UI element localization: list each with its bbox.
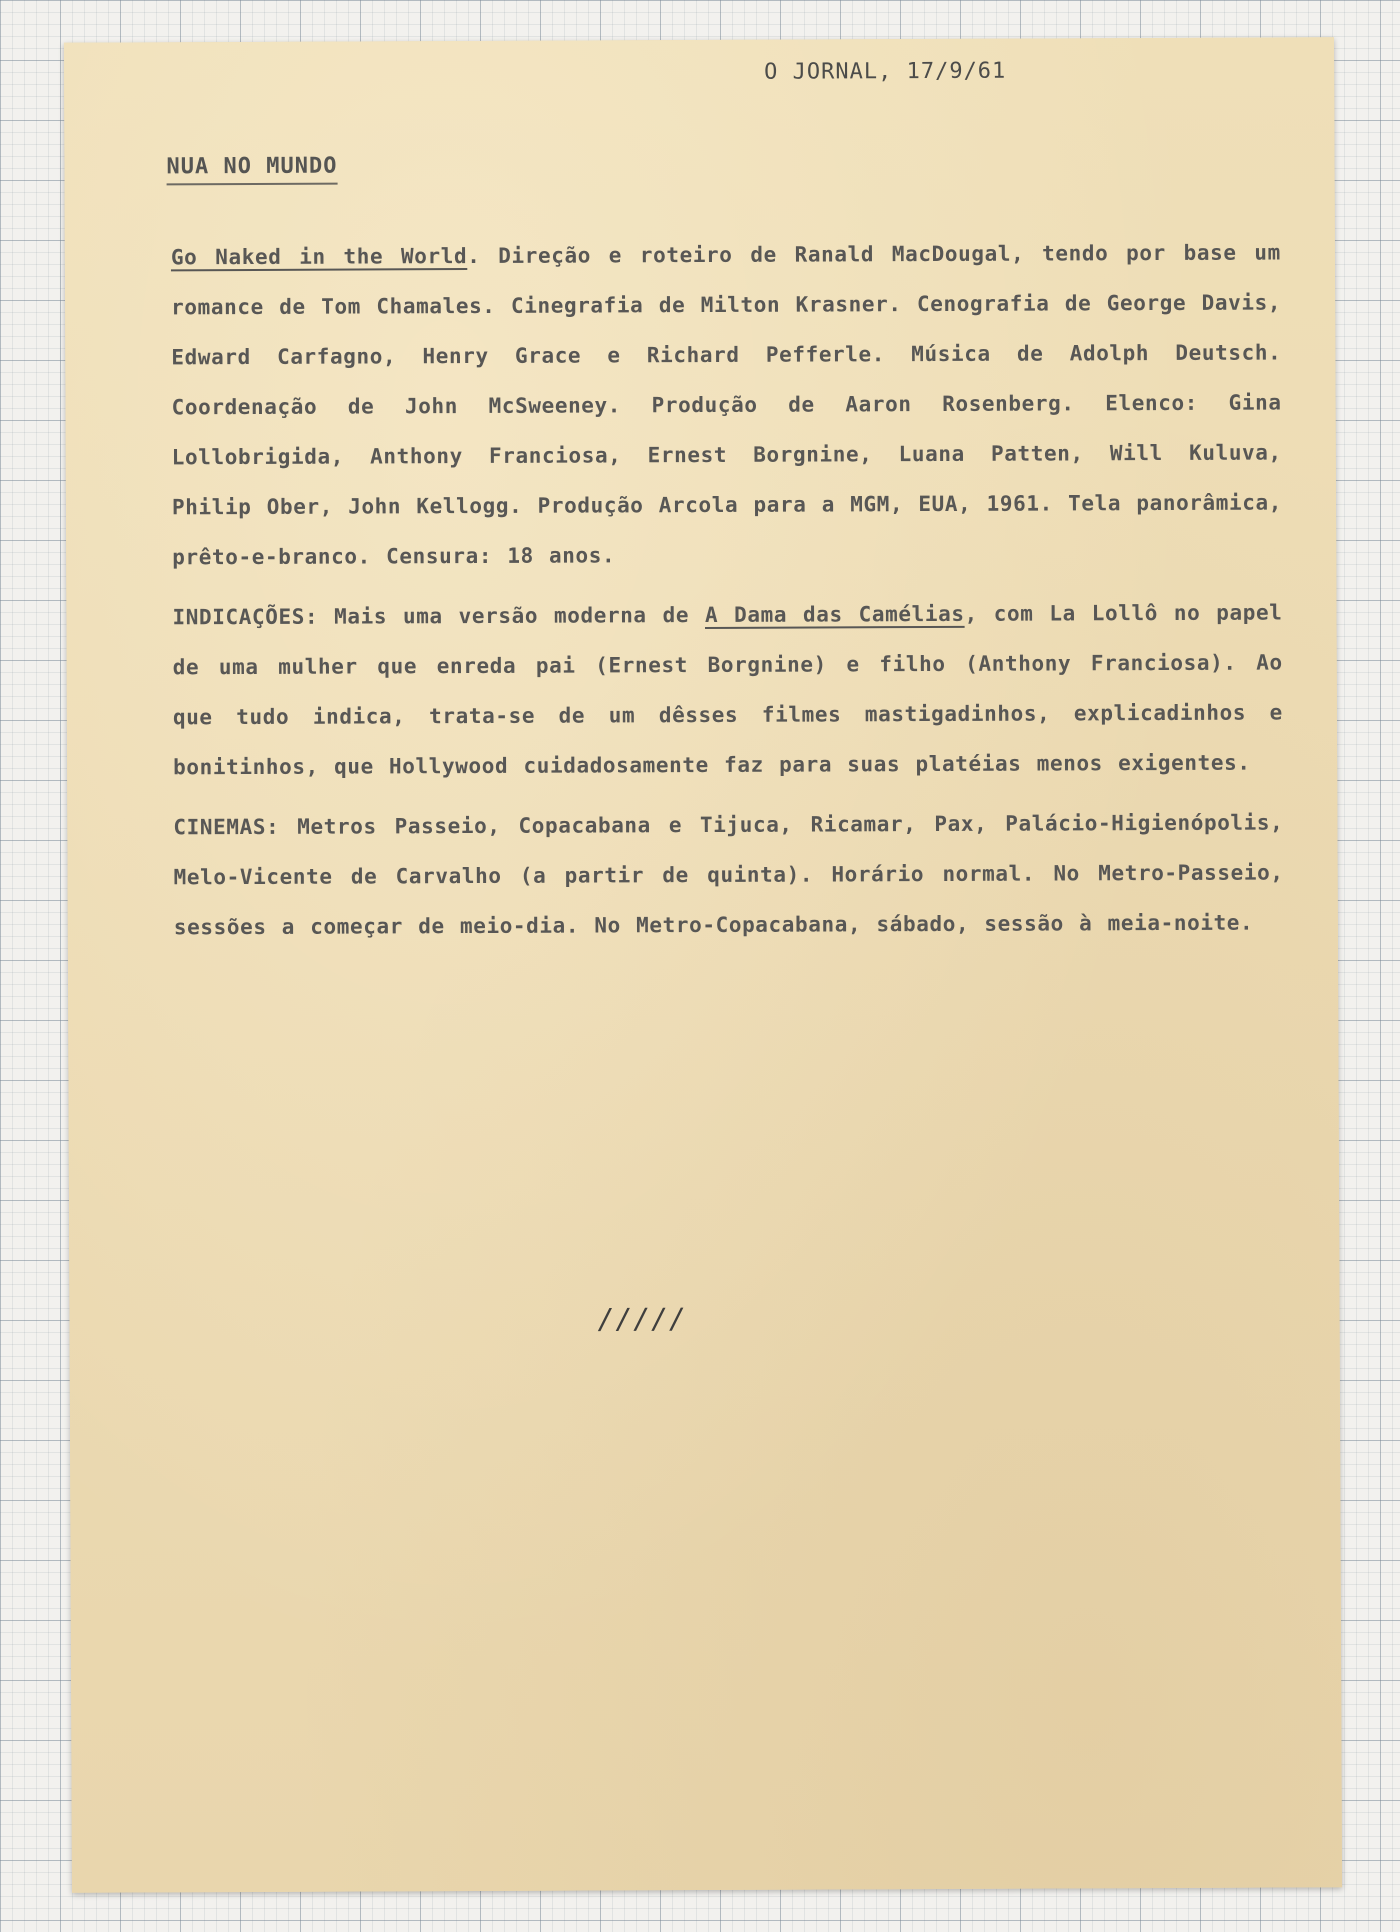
review-body bbox=[171, 227, 1284, 962]
review-title: NUA NO MUNDO bbox=[166, 154, 337, 186]
indications-paragraph bbox=[172, 587, 1283, 792]
cinemas-paragraph bbox=[173, 797, 1284, 952]
cinemas-label: CINEMAS: bbox=[173, 814, 280, 840]
indications-text-after: , com La Lollô no papel de uma mulher que enreda pai (Ernest Borgnine) e filho (Anthony Franciosa). Ao que tudo indica, trata-se de um dêsses filmes mastigadinhos, explicadinhos e bonitinhos, que Hollywood cuidadosamente faz para suas platéias menos exigentes. bbox=[172, 600, 1283, 780]
indications-label: INDICAÇÕES: bbox=[172, 604, 319, 630]
original-film-title: Go Naked in the World bbox=[170, 244, 468, 270]
end-mark: ///// bbox=[597, 1302, 687, 1336]
newspaper-source: O JORNAL, 17/9/61 bbox=[764, 58, 1007, 85]
indications-text-before: Mais uma versão moderna de bbox=[318, 602, 706, 629]
referenced-work-title: A Dama das Camélias bbox=[704, 601, 965, 627]
credits-paragraph bbox=[171, 227, 1283, 582]
cinemas-text: Metros Passeio, Copacabana e Tijuca, Ricamar, Pax, Palácio-Higienópolis, Melo-Vicente de Carvalho (a partir de quinta). Horário normal. No Metro-Passeio, sessões a começar de meio-dia. No Metro-Copacabana, sábado, sessão à meia-noite. bbox=[173, 810, 1284, 940]
typewritten-sheet bbox=[64, 37, 1342, 1893]
credits-text: . Direção e roteiro de Ranald MacDougal, tendo por base um romance de Tom Chamales. Cinegrafia de Milton Krasner. Cenografia de George Davis, Edward Carfagno, Henry Grace e Richard Pefferle. Música de Adolph Deutsch. Coordenação de John McSweeney. Produção de Aaron Rosenberg. Elenco: Gina Lollobrigida, Anthony Franciosa, Ernest Borgnine, Luana Patten, Will Kuluva, Philip Ober, John Kellogg. Produção Arcola para a MGM, EUA, 1961. Tela panorâmica, prêto-e-branco. Censura: 18 anos. bbox=[171, 240, 1283, 570]
